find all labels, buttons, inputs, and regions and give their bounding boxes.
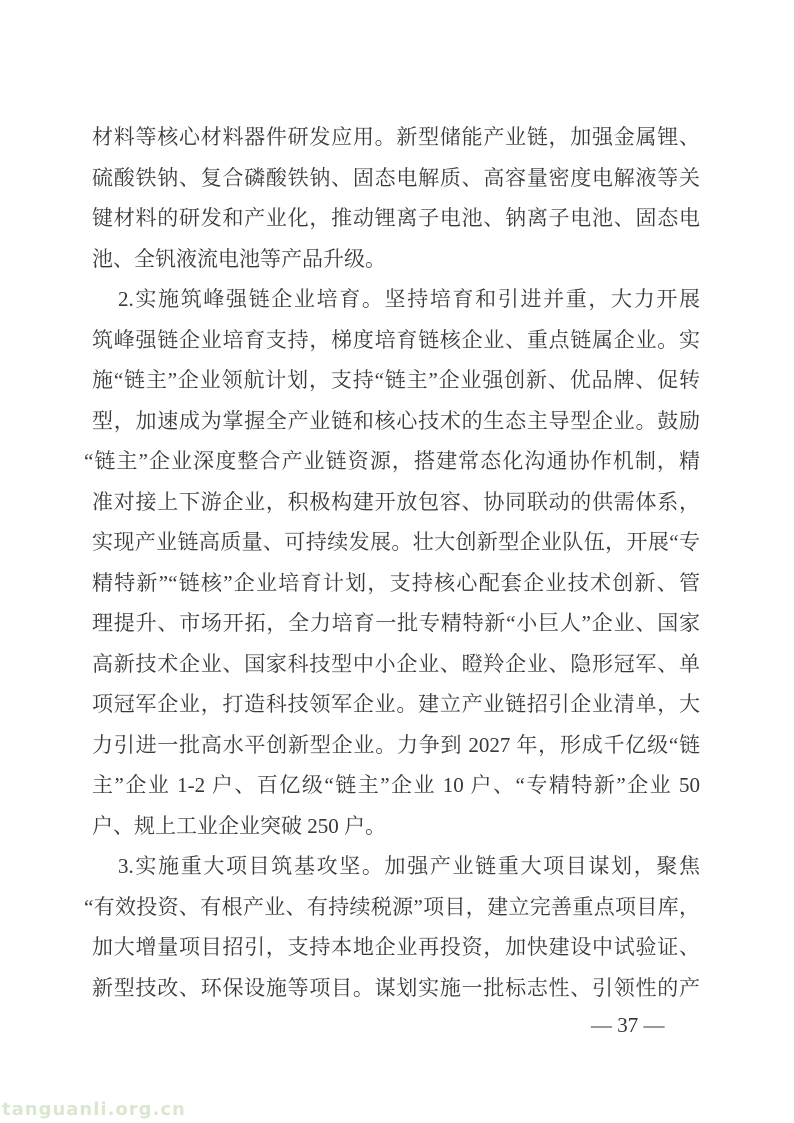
text-line: 3.实施重大项目筑基攻坚。加强产业链重大项目谋划，聚焦 (118, 854, 700, 878)
text-line: 高新技术企业、国家科技型中小企业、瞪羚企业、隐形冠军、单 (92, 651, 700, 676)
document-body (84, 117, 700, 1008)
text-line: 精特新”“链核”企业培育计划，支持核心配套企业技术创新、管 (92, 570, 700, 595)
text-line: 筑峰强链企业培育支持，梯度培育链核企业、重点链属企业。实 (92, 327, 700, 352)
text-line: “链主”企业深度整合产业链资源，搭建常态化沟通协作机制，精 (84, 449, 700, 473)
text-line: 材料等核心材料器件研发应用。新型储能产业链，加强金属锂、 (92, 125, 700, 149)
text-line: 施“链主”企业领航计划，支持“链主”企业强创新、优品牌、促转 (92, 368, 700, 392)
text-line: 新型技改、环保设施等项目。谋划实施一批标志性、引领性的产 (92, 975, 700, 1000)
paragraph (92, 117, 700, 279)
paragraph (84, 279, 700, 846)
text-line: 池、全钒液流电池等产品升级。 (92, 246, 386, 271)
page-number: — 37 — (591, 1013, 665, 1037)
watermark-text: tanguanli.org.cn (2, 1099, 186, 1120)
text-line: 型，加速成为掌握全产业链和核心技术的生态主导型企业。鼓励 (92, 408, 700, 433)
paragraph (84, 846, 700, 1008)
text-line: 户、规上工业企业突破 250 户。 (92, 813, 386, 838)
text-line: 实现产业链高质量、可持续发展。壮大创新型企业队伍，开展“专 (92, 530, 700, 554)
text-line: 硫酸铁钠、复合磷酸铁钠、固态电解质、高容量密度电解液等关 (92, 165, 700, 190)
text-line: 加大增量项目招引，支持本地企业再投资，加快建设中试验证、 (92, 935, 700, 959)
text-line: 主”企业 1-2 户、百亿级“链主”企业 10 户、“专精特新”企业 50 (92, 773, 700, 797)
text-line: 准对接上下游企业，积极构建开放包容、协同联动的供需体系， (92, 489, 700, 514)
text-line: 键材料的研发和产业化，推动锂离子电池、钠离子电池、固态电 (92, 206, 700, 230)
text-line: 理提升、市场开拓，全力培育一批专精特新“小巨人”企业、国家 (92, 611, 700, 635)
text-line: 2.实施筑峰强链企业培育。坚持培育和引进并重，大力开展 (118, 287, 700, 311)
text-line: “有效投资、有根产业、有持续税源”项目，建立完善重点项目库， (84, 894, 700, 919)
text-line: 项冠军企业，打造科技领军企业。建立产业链招引企业清单，大 (92, 692, 700, 716)
text-line: 力引进一批高水平创新型企业。力争到 2027 年，形成千亿级“链 (92, 732, 700, 757)
